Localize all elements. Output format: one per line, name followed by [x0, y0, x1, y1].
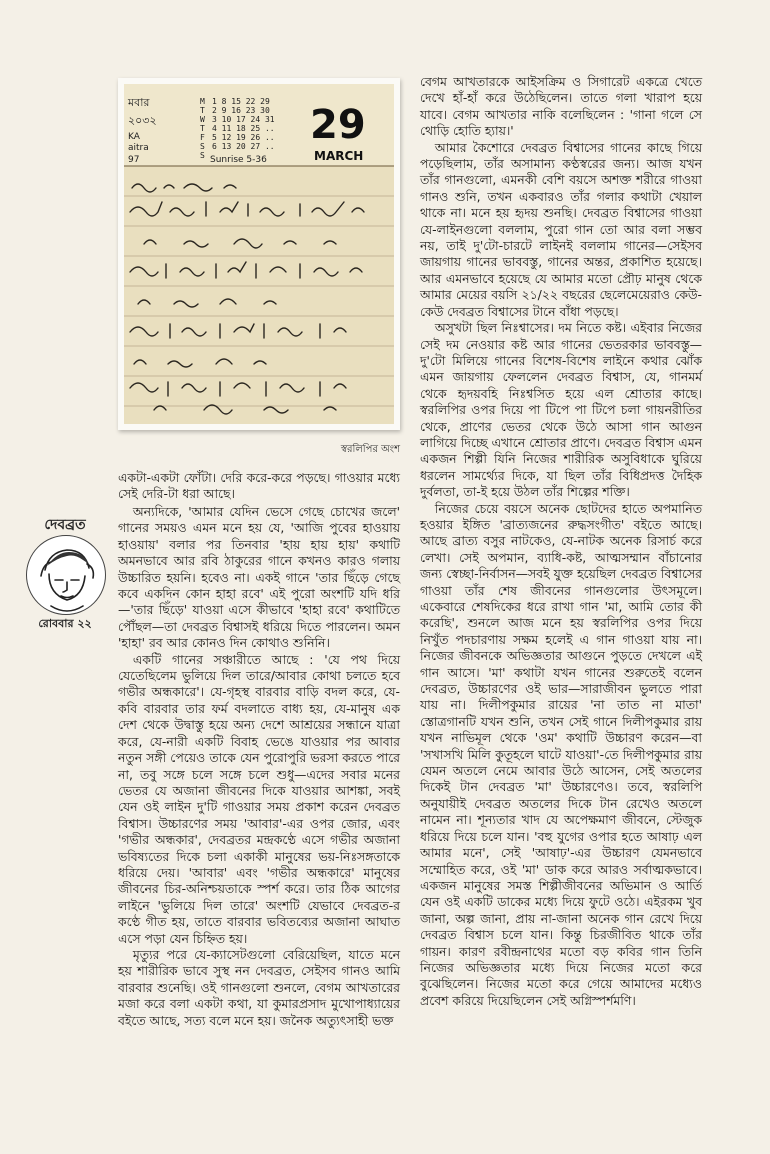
paragraph: একটা-একটা ফোঁটা। দেরি করে-করে পড়ছে। গাওয়ার মধ্যে সেই দেরি-টা ধরা আছে।: [118, 470, 400, 502]
weekday-letter: S: [200, 142, 205, 151]
weekday-letter: S: [200, 151, 205, 160]
calendar-row: 4 11 18 25 ..: [212, 124, 275, 133]
paragraph: অসুখটা ছিল নিঃশ্বাসের। দম নিতে কষ্ট। এইবার নিজের সেই দম নেওয়ার কষ্ট আর গানের ভেতরকার ভাববস্তু—দু'টো মিলিয়ে গানের বিশেষ-বিশেষ লাইনে কথার ঝোঁক এমন জায়গায় ফেললেন দেবব্রত বিশ্বাস, যে, গানমর্ম থেকে হৃদয়বহি নিঃশ্বসিত হয়ে এল শ্রোতার কাছে। স্বরলিপির ওপর দিয়ে পা টিপে পা টিপে চলা গায়নরীতির থেকে, প্রাণের ভেতর থেকে উঠে আসা গান আগুন লাগিয়ে দিচ্ছে এখানে শ্রোতার প্রাণে। দেবব্রত বিশ্বাস এমন একজন শিল্পী যিনি নিজের শারীরিক অসুবিধাকে ঘুরিয়ে ধরলেন সামর্থ্যের দিকে, যা ছিল তাঁর বিধিপ্রদত্ত দৈহিক দুর্বলতা, তা-ই হয়ে উঠল তাঁর শিল্পের শক্তি।: [420, 320, 702, 500]
calendar-notation-image: [124, 84, 394, 424]
left-column-top: [118, 470, 400, 503]
paragraph: মৃত্যুর পরে যে-ক্যাসেটগুলো বেরিয়েছিল, যাতে মনে হয় শারীরিক ভাবে সুস্থ নন দেবব্রত, সেইসব গানও আমি বারবার শুনেছি। ওই গানগুলো শুনলে, বেগম আখতারের মজা করে বলা একটা কথা, যা কুমারপ্রসাদ মুখোপাধ্যায়ের বইতে আছে, সত্য বলে মনে হয়। জনৈক অত্যুৎসাহী ভক্ত: [118, 946, 400, 1028]
weekday-letter: W: [200, 115, 205, 124]
calendar-row: 5 12 19 26 ..: [212, 133, 275, 142]
logo-subtitle: রোববার ২২: [38, 617, 92, 630]
year-label: ২০৩২: [128, 114, 157, 127]
calendar-row: 3 10 17 24 31: [212, 115, 275, 124]
date-number: 29: [310, 102, 366, 148]
left-column: [118, 504, 400, 1029]
ka-label: KA: [128, 132, 140, 142]
paragraph: বেগম আখতারকে আইসক্রিম ও সিগারেট একত্রে খেতে দেখে হাঁ-হাঁ করে উঠেছিলেন। তাতে গলা খারাপ হয়ে যাবে। বেগম আখতার নাকি বলেছিলেন : 'গানা গলে সে থোড়ি হোতি হ্যায়।': [420, 74, 702, 139]
maitra-label: aitra: [128, 143, 149, 153]
calendar-row: 6 13 20 27 ..: [212, 142, 275, 151]
num97-label: 97: [128, 155, 140, 165]
calendar-row: 2 9 16 23 30: [212, 106, 270, 115]
right-column: [420, 74, 702, 1009]
paragraph: অন্যদিকে, 'আমার যেদিন ভেসে গেছে চোখের জলে' গানের সময়ও এমন মনে হয় যে, 'আজি পুবের হাওয়ায় হাওয়ায়' বলার পর তিনবার 'হায় হায় হায়' কথাটি অমনভাবে আর রবি ঠাকুরের গানে কখনও কারও গলায় উচ্চারিত হয়নি। হবেও না। একই গানে 'তার ছিঁড়ে গেছে কবে একদিন কোন হাহা রবে' এই পুরো অংশটি যদি ধরি—'তার ছিঁড়ে' যাওয়া এসে কীভাবে 'হাহা রবে' কথাটিতে পৌঁছল—তা দেবব্রত বিশ্বাসই ধরিয়ে দিতে পারলেন। অমন 'হাহা' রব আর কোনও দিন কোথাও শুনিনি।: [118, 504, 400, 651]
image-caption: স্বরলিপির অংশ: [340, 444, 400, 455]
column-logo: [20, 513, 110, 645]
portrait-sketch: [26, 535, 106, 615]
calendar-row: 1 8 15 22 29: [212, 97, 270, 106]
weekday-letter: T: [200, 124, 205, 133]
notation-photo: [118, 78, 400, 430]
month-label: MARCH: [314, 149, 364, 163]
logo-title: দেবব্রত: [44, 517, 86, 533]
weekday-letter: M: [200, 97, 205, 106]
paragraph: নিজের চেয়ে বয়সে অনেক ছোটদের হাতে অপমানিত হওয়ার ইঙ্গিত 'ব্রাত্যজনের রুদ্ধসংগীত' বইতে আছে। আছে ব্রাত্য বসুর নাটকেও, যে-নাটক অনেক রিসার্চ করে লেখা। সেই অপমান, ব্যাধি-কষ্ট, আত্মসম্মান বাঁচানোর জন্য স্বেচ্ছা-নির্বাসন—সবই যুক্ত হয়েছিল দেবব্রত বিশ্বাসের গাওয়া তাঁর শেষ জীবনের গানগুলোর উৎসমূলে। একেবারে শেষদিকের ধরে রাখা গান 'মা, আমি তোর কী করেছি', শুনলে আজ মনে হয় স্বরলিপির ওপর দিয়ে নিখুঁত পদচারণায় সক্ষম হলেই এ গান গাওয়া যায় না। নিজের জীবনকে অভিজ্ঞতার আগুনে পুড়তে দেখলে এই গান আসে। 'মা' কথাটা যখন গানের শুরুতেই বলেন দেবব্রত, উচ্চারণের ওই ভার—সারাজীবন ভুলতে পারা যায় না। দিলীপকুমার রায়ের 'না তাত না মাতা' স্তোত্রগানটি যখন শুনি, তখন সেই গানে দিলীপকুমার রায় যখন নাভিমূল থেকে 'ওম' কথাটি উচ্চারণ করেন—বা 'সখাসখি মিলি কুতূহলে ঘাটে যাওয়া'-তে দিলীপকুমার রায় যেমন অতলে নেমে আবার উঠে আসেন, সেই অতলের দিকেই টান দেবব্রত 'মা' উচ্চারণেও। তবে, স্বরলিপি অনুযায়ীই দেবব্রত অতলের দিকে টান রেখেও অতলে নামেন না। শূন্যতার খাদ যে অপেক্ষমাণ জীবনে, স্টেজুক ধরিয়ে দিয়ে চলে যান। 'বহু যুগের ওপার হতে আষাঢ় এল আমার মনে', সেই 'আষাঢ়'-এর উচ্চারণ যেমনভাবে সম্মোহিত করে, ওই 'মা' ডাক করে আরও সর্বাত্মকভাবে। একজন মানুষের সমস্ত শিল্পীজীবনের অভিমান ও আর্তি যেন ওই একটি ডাকের মধ্যে দিয়ে ফুটে ওঠে। এইরকম খুব জানা, অল্প জানা, প্রায় না-জানা অনেক গান রেখে দিয়ে দেবব্রত বিশ্বাস চলে যান। কিন্তু চিরজীবিত থাকে তাঁর গায়ন। কারণ রবীন্দ্রনাথের মতো বড় কবির গান তিনি নিজের অভিজ্ঞতার মধ্যে দিয়ে নিজের মতো করে বুঝেছিলেন। নিজের মতো করে গেয়ে আমাদের মধ্যেও প্রবেশ করিয়ে দিয়েছিলেন সেই অগ্নিস্পর্শমণি।: [420, 500, 702, 1008]
weekday-letter: F: [200, 133, 205, 142]
weekday-letter: T: [200, 106, 205, 115]
sunrise-label: Sunrise 5-36: [210, 155, 267, 165]
paragraph: একটি গানের সঞ্চারীতে আছে : 'যে পথ দিয়ে যেতেছিলেম ভুলিয়ে দিল তারে/আবার কোথা চলতে হবে গভীর অন্ধকারে'। যে-গৃহস্থ বারবার বাড়ি বদল করে, যে-কবি বারবার তার ফর্ম বদলাতে বাধ্য হয়, যে-মানুষ এক দেশ থেকে উদ্বাস্তু হয়ে অন্য দেশে আশ্রয়ের সন্ধানে যাত্রা করে, যে-নারী একটি বিবাহ ভেঙে যাওয়ার পর আবার নতুন সঙ্গী পেয়েও তাকে যেন পুরোপুরি ভরসা করতে পারে না, তবু সঙ্গে চলে সঙ্গে চলে শুধু—এদের সবার মনের ভেতর যে অজানা জীবনের দিকে যাওয়ার আশঙ্কা, সবই যেন ওই লাইন দু'টি গাওয়ার সময় প্রকাশ করেন দেবব্রত বিশ্বাস। উচ্চারণের সময় 'আবার'-এর ওপর জোর, এবং 'গভীর অন্ধকার', দেবব্রতর মন্দ্রকণ্ঠে এসে গভীর অজানা ভবিষ্যতের দিকে চলা একাকী মানুষের ভয়-নিঃসঙ্গতাকে ধরিয়ে দেয়। 'আবার' এবং 'গভীর অন্ধকারে' মানুষের জীবনের চির-অনিশ্চয়তাকে স্পর্শ করে। তার ঠিক আগের লাইনে 'ভুলিয়ে দিল তারে' অংশটি যেভাবে দেবব্রত-র কণ্ঠে গীত হয়, তাতে বারবার ভবিতব্যের অজানা আঘাত এসে পড়া যেন চিহ্নিত হয়।: [118, 651, 400, 946]
paragraph: আমার কৈশোরে দেবব্রত বিশ্বাসের গানের কাছে গিয়ে পড়েছিলাম, তাঁর অসামান্য কণ্ঠস্বরের জন্য। আজ যখন তাঁর গানগুলো, এমনকী বেশি বয়সে অশক্ত শরীরে গাওয়া গানও শুনি, তখন একবারও তাঁর গলার কথাটা খেয়াল থাকে না। মনে হয় হৃদয় শুনছি। দেবব্রত বিশ্বাসের গাওয়া যে-লাইনগুলো বললাম, পুরো গান তো আর বলা সম্ভব নয়, তাই দু'টো-চারটে লাইনই বললাম গানের—সেইসব জায়গায় গানের ভাববস্তু, গানের অন্তর, প্রকাশিত হয়েছে। আর এমনভাবে হয়েছে যে আমার মতো প্রৌঢ় মানুষ থেকে আমার মেয়ের বয়সি ২১/২২ বছরের ছেলেমেয়েরাও কেউ-কেউ দেবব্রত বিশ্বাসের টানে বাঁধা পড়ছে।: [420, 139, 702, 319]
weekday-label: মবার: [128, 96, 150, 109]
